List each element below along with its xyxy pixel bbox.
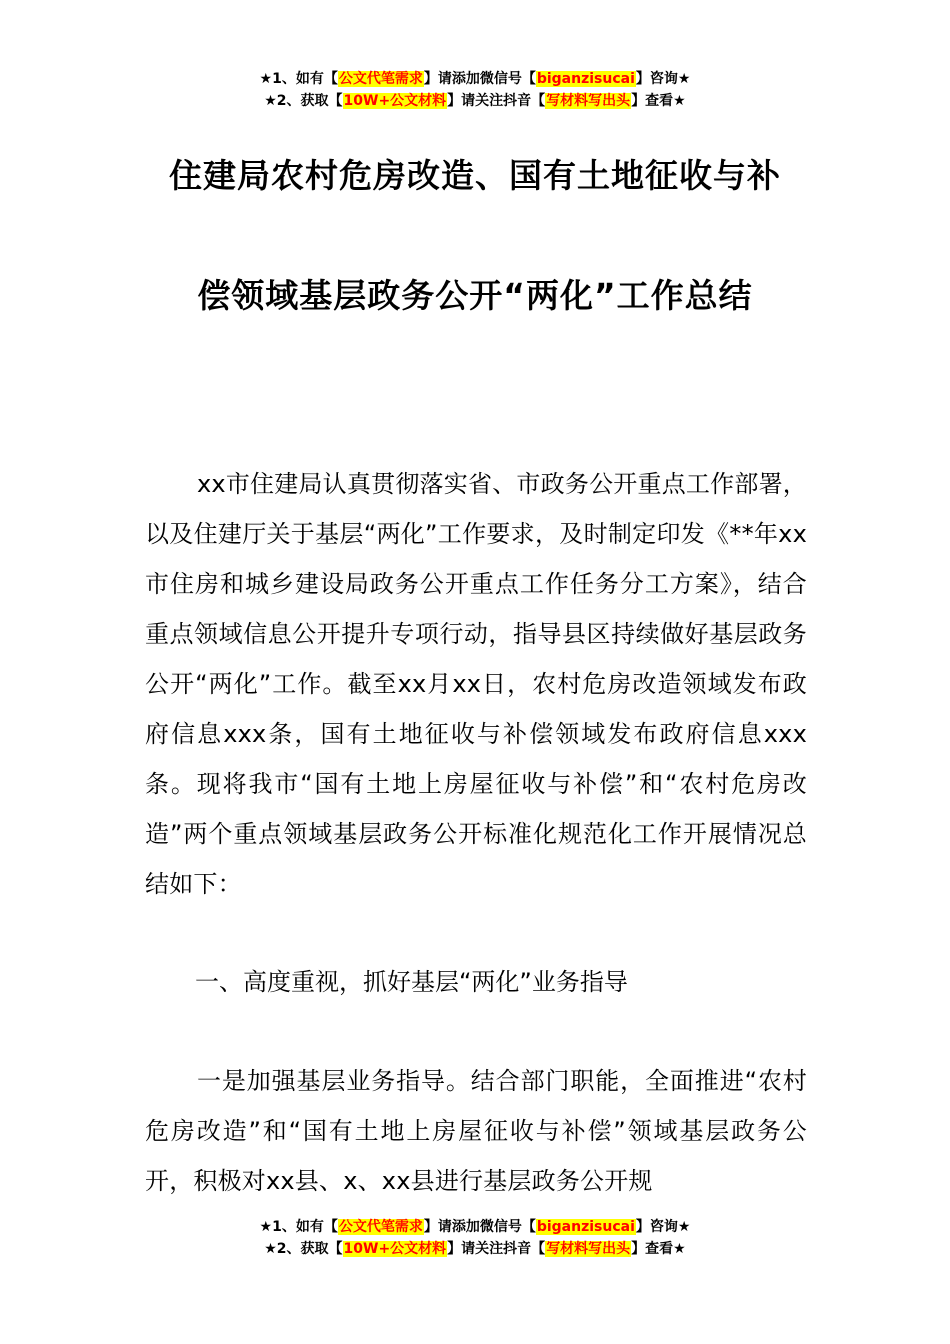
banner-highlight: 公文代笔需求 (338, 1219, 423, 1235)
document-title-line-1: 住建局农村危房改造、国有土地征收与补 (169, 156, 781, 195)
banner-highlight: 写材料写出头 (546, 1241, 631, 1257)
banner-line-1: ★1、如有【公文代笔需求】请添加微信号【biganzisucai】咨询★ (259, 71, 691, 87)
banner-line-1: ★1、如有【公文代笔需求】请添加微信号【biganzisucai】咨询★ (259, 1219, 691, 1235)
top-banner (0, 68, 950, 112)
section-heading-1: 一、高度重视，抓好基层“两化”业务指导 (195, 968, 628, 996)
banner-line-2: ★2、获取【10W+公文材料】请关注抖音【写材料写出头】查看★ (264, 1241, 686, 1257)
banner-highlight: 写材料写出头 (546, 93, 631, 109)
banner-highlight: 公文代笔需求 (338, 71, 423, 87)
banner-line-2: ★2、获取【10W+公文材料】请关注抖音【写材料写出头】查看★ (264, 93, 686, 109)
bottom-banner (0, 1216, 950, 1260)
banner-highlight: 10W+公文材料 (343, 93, 447, 109)
banner-highlight: biganzisucai (536, 71, 635, 87)
banner-highlight: 10W+公文材料 (343, 1241, 447, 1257)
document-title-line-2: 偿领域基层政务公开“两化”工作总结 (197, 276, 753, 315)
body-paragraph-2: 一是加强基层业务指导。结合部门职能，全面推进“农村危房改造”和“国有土地上房屋征收与补偿”领域基层政务公开，积极对xx县、x、xx县进行基层政务公开规 (145, 1067, 807, 1195)
banner-highlight: biganzisucai (536, 1219, 635, 1235)
body-paragraph-intro: xx市住建局认真贯彻落实省、市政务公开重点工作部署，以及住建厅关于基层“两化”工作要求，及时制定印发《**年xx市住房和城乡建设局政务公开重点工作任务分工方案》，结合重点领域信息公开提升专项行动，指导县区持续做好基层政务公开“两化”工作。截至xx月xx日，农村危房改造领域发布政府信息xxx条，国有土地征收与补偿领域发布政府信息xxx条。现将我市“国有土地上房屋征收与补偿”和“农村危房改造”两个重点领域基层政务公开标准化规范化工作开展情况总结如下： (145, 470, 807, 898)
